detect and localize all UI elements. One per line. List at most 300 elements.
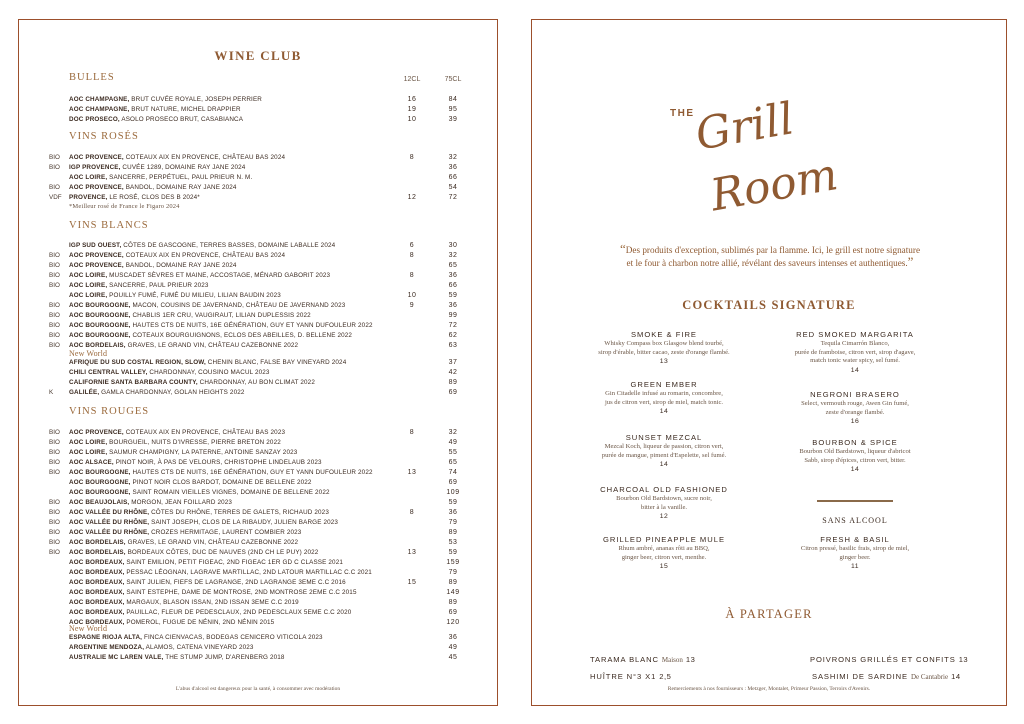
cocktail-description: Rhum ambré, ananas rôti au BBQ,: [618, 545, 710, 552]
price-12cl: 9: [409, 302, 415, 309]
wine-label: BIO: [49, 539, 60, 546]
price-75cl: 59: [448, 292, 458, 299]
wine-row: [19, 568, 499, 578]
cocktail-item: [574, 535, 754, 572]
price-12cl: 13: [407, 469, 417, 476]
wine-appellation: IGP PROVENCE,: [69, 164, 121, 171]
wine-appellation: AOC LOIRE,: [69, 282, 108, 289]
wine-appellation: AOC CHAMPAGNE,: [69, 106, 130, 113]
wine-appellation: AOC BORDEAUX,: [69, 609, 125, 616]
price-75cl: 63: [448, 342, 458, 349]
wine-appellation: AOC BEAUJOLAIS,: [69, 499, 130, 506]
wine-name: AOC PROVENCE, BANDOL, DOMAINE RAY JANE 2024: [69, 184, 237, 191]
price-12cl: 15: [407, 579, 417, 586]
cocktail-name: CHARCOAL OLD FASHIONED: [600, 485, 728, 494]
cocktail-description: match tonic water spicy, sel fumé.: [810, 357, 900, 364]
cocktail-description: Citron pressé, basilic frais, sirop de miel,: [800, 545, 910, 552]
wine-appellation: AOC LOIRE,: [69, 449, 108, 456]
wine-label: BIO: [49, 519, 60, 526]
wine-row: [19, 291, 499, 301]
wine-label: K: [49, 389, 54, 396]
price-75cl: 49: [448, 644, 458, 651]
wine-name: AOC BOURGOGNE, PINOT NOIR CLOS BARDOT, DOMAINE DE BELLENE 2022: [69, 479, 312, 486]
price-12cl: 8: [409, 429, 415, 436]
price-12cl: 6: [409, 242, 415, 249]
logo-the-text: THE: [670, 108, 695, 119]
wine-label: BIO: [49, 262, 60, 269]
price-75cl: 36: [448, 634, 458, 641]
wine-row: [19, 653, 499, 663]
wine-name: CHILI CENTRAL VALLEY, CHARDONNAY, COUSINO MACUL 2023: [69, 369, 270, 376]
share-name: POIVRONS GRILLÉS ET CONFITS: [810, 655, 956, 664]
share-name: TARAMA BLANC: [590, 655, 659, 664]
wine-row: [19, 508, 499, 518]
price-75cl: 69: [448, 609, 458, 616]
wine-appellation: AOC BOURGOGNE,: [69, 479, 131, 486]
cocktail-price: 11: [850, 563, 860, 570]
price-75cl: 89: [448, 579, 458, 586]
wine-name: AOC CHAMPAGNE, BRUT CUVÉE ROYALE, JOSEPH PERRIER: [69, 96, 262, 103]
wine-row: [19, 468, 499, 478]
cocktail-description: ginger beer.: [839, 553, 871, 561]
cocktails-title: COCKTAILS SIGNATURE: [682, 298, 856, 312]
wine-name: AOC BOURGOGNE, HAUTES CTS DE NUITS, 16E GÉNÉRATION, GUY ET YANN DUFOULEUR 2022: [69, 469, 373, 476]
price-75cl: 89: [448, 529, 458, 536]
wine-row: [19, 518, 499, 528]
wine-row: [19, 448, 499, 458]
quote-line-1: Des produits d'exception, sublimés par la flamme. Ici, le grill est notre signature: [625, 245, 921, 255]
wine-row: [19, 153, 499, 163]
cocktail-item: [765, 390, 945, 427]
logo-room-text: Room: [706, 149, 842, 222]
wine-appellation: AOC PROVENCE,: [69, 154, 124, 161]
price-12cl: 8: [409, 509, 415, 516]
wine-name: AOC LOIRE, BOURGUEIL, NUITS D'IVRESSE, PIERRE BRETON 2022: [69, 439, 281, 446]
wine-appellation: GALILÉE,: [69, 389, 100, 396]
wine-name: AOC LOIRE, MUSCADET SÈVRES ET MAINE, ACCOSTAGE, MÉNARD GABORIT 2023: [69, 272, 331, 279]
wine-row: [19, 331, 499, 341]
wine-appellation: ARGENTINE MENDOZA,: [69, 644, 145, 651]
wine-label: BIO: [49, 272, 60, 279]
wine-appellation: AOC LOIRE,: [69, 439, 108, 446]
section-roses: VINS ROSÉS: [69, 131, 139, 142]
wine-appellation: AUSTRALIE MC LAREN VALE,: [69, 654, 164, 661]
wine-name: IGP SUD OUEST, CÔTES DE GASCOGNE, TERRES BASSES, DOMAINE LABALLE 2024: [69, 242, 336, 249]
price-12cl: 19: [407, 106, 417, 113]
price-12cl: 8: [409, 154, 415, 161]
wine-appellation: AOC BORDEAUX,: [69, 619, 125, 626]
price-75cl: 49: [448, 439, 458, 446]
wine-name: AOC PROVENCE, BANDOL, DOMAINE RAY JANE 2024: [69, 262, 237, 269]
quote-line-2: et le four à charbon notre allié, révélant des saveurs intenses et authentiques.: [626, 258, 908, 268]
wine-name: IGP PROVENCE, CUVÉE 1289, DOMAINE RAY JANE 2024: [69, 164, 246, 171]
price-75cl: 109: [446, 489, 460, 496]
cocktail-name: GRILLED PINEAPPLE MULE: [602, 535, 726, 544]
roses-footnote: [19, 202, 499, 212]
wine-label: BIO: [49, 449, 60, 456]
share-item: [590, 655, 695, 664]
wine-name: AOC LOIRE, POUILLY FUMÉ, FUMÉ DU MILIEU, LILIAN BAUDIN 2023: [69, 292, 281, 299]
price-75cl: 30: [448, 242, 458, 249]
price-75cl: 89: [448, 379, 458, 386]
partager-title: À PARTAGER: [725, 607, 813, 621]
share-price: 13: [685, 655, 696, 664]
wine-club-title: WINE CLUB: [214, 48, 302, 63]
cocktail-description: Gin Citadelle infusé au romarin, concombre,: [605, 390, 723, 397]
alcohol-warning: L'abus d'alcool est dangereux pour la santé, à consommer avec modération: [175, 686, 341, 692]
wine-appellation: AOC PROVENCE,: [69, 184, 124, 191]
wine-appellation: CALIFORNIE SANTA BARBARA COUNTY,: [69, 379, 198, 386]
wine-label: BIO: [49, 154, 60, 161]
cocktail-name: SMOKE & FIRE: [630, 330, 697, 339]
cocktail-price: 12: [659, 513, 669, 520]
wine-row: [19, 183, 499, 193]
price-75cl: 95: [448, 106, 458, 113]
wine-appellation: AOC BORDELAIS,: [69, 539, 126, 546]
wine-name: AOC BORDELAIS, BORDEAUX CÔTES, DUC DE NAUVES (2ND CH LE PUY) 2022: [69, 549, 319, 556]
cocktail-description: Mezcal Koch, liqueur de passion, citron vert,: [604, 443, 724, 450]
wine-row: [19, 388, 499, 398]
wine-name: ESPAGNE RIOJA ALTA, FINCA CIENVACAS, BODEGAS CENICERO VITICOLA 2023: [69, 634, 323, 641]
price-75cl: 79: [448, 569, 458, 576]
wine-row: [19, 241, 499, 251]
share-price: 14: [951, 672, 961, 681]
price-75cl: 89: [448, 599, 458, 606]
wine-row: [19, 95, 499, 105]
wine-appellation: AOC BOURGOGNE,: [69, 322, 131, 329]
wine-appellation: DOC PROSECO,: [69, 116, 120, 123]
price-75cl: 42: [448, 369, 458, 376]
cocktail-name: GREEN EMBER: [630, 380, 698, 389]
wine-appellation: AOC BORDEAUX,: [69, 579, 125, 586]
cocktail-item: [574, 380, 754, 417]
wine-appellation: CHILI CENTRAL VALLEY,: [69, 369, 148, 376]
price-75cl: 32: [448, 154, 458, 161]
wine-appellation: AOC BORDEAUX,: [69, 589, 125, 596]
price-12cl: 10: [407, 116, 417, 123]
cocktail-price: 14: [659, 408, 669, 415]
wine-row: [19, 498, 499, 508]
wine-row: [19, 528, 499, 538]
new-world-heading-rouges-text: New World: [69, 624, 108, 633]
cocktail-price: 16: [850, 418, 860, 425]
wine-name: AOC LOIRE, SANCERRE, PAUL PRIEUR 2023: [69, 282, 209, 289]
price-75cl: 37: [448, 359, 458, 366]
wine-appellation: AOC CHAMPAGNE,: [69, 96, 130, 103]
cocktail-description: Sabb, sirop d'épices, citron vert, bitter.: [804, 456, 906, 464]
wine-row: [19, 301, 499, 311]
wine-appellation: AOC VALLÉE DU RHÔNE,: [69, 519, 150, 526]
cocktail-description: jus de citron vert, sirop de miel, match tonic.: [604, 398, 724, 406]
wine-name: GALILÉE, GAMLA CHARDONNAY, GOLAN HEIGHTS 2022: [69, 389, 245, 396]
wine-row: [19, 321, 499, 331]
quote-close-mark: ”: [907, 254, 914, 269]
new-world-heading-blancs-text: New World: [69, 349, 108, 358]
wine-name: AOC CHAMPAGNE, BRUT NATURE, MICHEL DRAPPIER: [69, 106, 241, 113]
share-detail: De Cantabrie: [910, 673, 949, 681]
wine-row: [19, 633, 499, 643]
wine-label: BIO: [49, 332, 60, 339]
cocktail-description: Select, vermouth rouge, Awen Gin fumé,: [801, 400, 909, 407]
share-price: 13: [958, 655, 969, 664]
price-75cl: 39: [448, 116, 458, 123]
wine-row: [19, 368, 499, 378]
price-75cl: 66: [448, 282, 458, 289]
wine-name: ARGENTINE MENDOZA, ALAMOS, CATENA VINEYARD 2023: [69, 644, 254, 651]
cocktail-description: Whisky Compass box Glasgow blend tourbé,: [604, 340, 724, 347]
wine-label: BIO: [49, 429, 60, 436]
cocktail-description: ginger beer, citron vert, menthe.: [621, 553, 707, 561]
wine-appellation: AOC LOIRE,: [69, 292, 108, 299]
wine-appellation: AOC VALLÉE DU RHÔNE,: [69, 529, 150, 536]
cocktail-name: BOURBON & SPICE: [812, 438, 898, 447]
wine-name: AOC VALLÉE DU RHÔNE, CÔTES DU RHÔNE, TERRES DE GALETS, RICHAUD 2023: [69, 509, 329, 516]
cocktail-item: [765, 438, 945, 475]
section-bulles: BULLES: [69, 72, 115, 83]
wine-label: BIO: [49, 459, 60, 466]
wine-name: AOC BORDEAUX, PAUILLAC, FLEUR DE PEDESCLAUX, 2ND PEDESCLAUX 5EME C.C 2020: [69, 609, 352, 616]
price-12cl: 8: [409, 272, 415, 279]
price-75cl: 54: [448, 184, 458, 191]
wine-appellation: AOC ALSACE,: [69, 459, 114, 466]
wine-name: AOC PROVENCE, COTEAUX AIX EN PROVENCE, CHÂTEAU BAS 2024: [69, 252, 286, 259]
wine-label: BIO: [49, 282, 60, 289]
wine-name: AOC BORDEAUX, MARGAUX, BLASON ISSAN, 2ND ISSAN 3EME C.C 2019: [69, 599, 299, 606]
price-75cl: 36: [448, 302, 458, 309]
share-item: [590, 672, 671, 681]
price-75cl: 69: [448, 389, 458, 396]
wine-appellation: AOC PROVENCE,: [69, 429, 124, 436]
wine-row: [19, 163, 499, 173]
wine-name: AOC BORDEAUX, PESSAC LÉOGNAN, LAGRAVE MARTILLAC, 2ND LATOUR MARTILLAC C.C 2021: [69, 569, 372, 576]
wine-row: [19, 115, 499, 125]
wine-label: BIO: [49, 164, 60, 171]
roses-footnote-text: *Meilleur rosé de France le Figaro 2024: [69, 203, 180, 210]
wine-name: AOC BORDEAUX, SAINT JULIEN, FIEFS DE LAGRANGE, 2ND LAGRANGE 3EME C.C 2016: [69, 579, 346, 586]
share-price: 2,5: [659, 672, 672, 681]
wine-name: AOC ALSACE, PINOT NOIR, À PAS DE VELOURS, CHRISTOPHE LINDELAUB 2023: [69, 459, 322, 466]
wine-row: [19, 458, 499, 468]
cocktail-name: SUNSET MEZCAL: [625, 433, 703, 442]
wine-name: AOC PROVENCE, COTEAUX AIX EN PROVENCE, CHÂTEAU BAS 2024: [69, 154, 286, 161]
price-75cl: 69: [448, 479, 458, 486]
cocktail-name: FRESH & BASIL: [820, 535, 890, 544]
price-75cl: 32: [448, 429, 458, 436]
grill-room-logo: [670, 86, 842, 226]
price-75cl: 36: [448, 272, 458, 279]
wine-name: AOC BORDEAUX, SAINT ESTEPHE, DAME DE MONTROSE, 2ND MONTROSE 2EME C.C 2015: [69, 589, 357, 596]
wine-appellation: AOC BORDELAIS,: [69, 549, 126, 556]
wine-label: BIO: [49, 509, 60, 516]
price-75cl: 72: [448, 322, 458, 329]
wine-row: [19, 643, 499, 653]
cocktail-item: [765, 535, 945, 572]
section-blancs: VINS BLANCS: [69, 220, 149, 231]
wine-name: AOC VALLÉE DU RHÔNE, SAINT JOSEPH, CLOS DE LA RIBAUDY, JULIEN BARGE 2023: [69, 519, 339, 526]
wine-name: AOC PROVENCE, COTEAUX AIX EN PROVENCE, CHÂTEAU BAS 2023: [69, 429, 286, 436]
wine-label: BIO: [49, 499, 60, 506]
wine-name: AOC BORDEAUX, POMEROL, FUGUE DE NÉNIN, 2ND NÉNIN 2015: [69, 619, 275, 626]
price-75cl: 65: [448, 262, 458, 269]
wine-appellation: AOC BORDEAUX,: [69, 599, 125, 606]
price-12cl: 10: [407, 292, 417, 299]
wine-row: [19, 538, 499, 548]
price-75cl: 149: [446, 589, 460, 596]
cocktail-item: [765, 330, 945, 376]
wine-label: BIO: [49, 342, 60, 349]
wine-appellation: IGP SUD OUEST,: [69, 242, 122, 249]
wine-appellation: AFRIQUE DU SUD COSTAL REGION, SLOW,: [69, 359, 206, 366]
wine-name: AOC BOURGOGNE, SAINT ROMAIN VIEILLES VIGNES, DOMAINE DE BELLENE 2022: [69, 489, 330, 496]
cocktail-price: 14: [850, 366, 860, 374]
cocktail-description: purée de mangue, piment d'Espelette, sel fumé.: [601, 451, 727, 459]
wine-name: DOC PROSECO, ASOLO PROSECO BRUT, CASABIANCA: [69, 116, 244, 123]
price-75cl: 120: [446, 619, 460, 626]
wine-name: AOC BOURGOGNE, COTEAUX BOURGUIGNONS, ECLOS DES ABEILLES, D. BELLENE 2022: [69, 332, 353, 339]
cocktail-item: [574, 330, 754, 367]
wine-row: [19, 558, 499, 568]
wine-menu-panel: [18, 19, 498, 706]
wine-row: [19, 588, 499, 598]
wine-row: [19, 378, 499, 388]
wine-appellation: AOC PROVENCE,: [69, 252, 124, 259]
quote-open-mark: “: [619, 241, 626, 256]
wine-row: [19, 105, 499, 115]
wine-appellation: AOC BOURGOGNE,: [69, 489, 131, 496]
price-75cl: 159: [446, 559, 460, 566]
wine-row: [19, 478, 499, 488]
price-75cl: 72: [448, 194, 458, 201]
wine-label: BIO: [49, 469, 60, 476]
wine-name: AUSTRALIE MC LAREN VALE, THE STUMP JUMP, D'ARENBERG 2018: [69, 654, 285, 661]
wine-row: [19, 358, 499, 368]
price-12cl: 16: [407, 96, 417, 103]
wine-appellation: ESPAGNE RIOJA ALTA,: [69, 634, 143, 641]
wine-name: AOC BEAUJOLAIS, MORGON, JEAN FOILLARD 2023: [69, 499, 233, 506]
price-75cl: 36: [448, 164, 458, 171]
cocktail-description: zeste d'orange flambé.: [825, 408, 885, 416]
price-12cl: 12: [407, 194, 417, 201]
wine-label: BIO: [49, 549, 60, 556]
wine-appellation: AOC PROVENCE,: [69, 262, 124, 269]
wine-appellation: AOC BORDELAIS,: [69, 342, 126, 349]
cocktail-price: 13: [659, 358, 669, 365]
wine-appellation: AOC BOURGOGNE,: [69, 469, 131, 476]
wine-row: [19, 438, 499, 448]
wine-name: AOC BORDELAIS, GRAVES, LE GRAND VIN, CHÂTEAU CAZEBONNE 2022: [69, 539, 299, 546]
share-item: [812, 672, 961, 681]
price-75cl: 84: [448, 96, 458, 103]
restaurant-quote: [562, 243, 978, 269]
wine-label: BIO: [49, 529, 60, 536]
wine-row: [19, 311, 499, 321]
cocktail-name: NEGRONI BRASERO: [810, 390, 900, 399]
wine-appellation: AOC BOURGOGNE,: [69, 302, 131, 309]
divider-line: [817, 500, 893, 502]
price-75cl: 74: [448, 469, 458, 476]
wine-name: PROVENCE, LE ROSÉ, CLOS DES B 2024*: [69, 194, 200, 201]
price-75cl: 59: [448, 549, 458, 556]
wine-appellation: AOC BOURGOGNE,: [69, 312, 131, 319]
wine-label: BIO: [49, 302, 60, 309]
wine-row: [19, 281, 499, 291]
wine-row: [19, 251, 499, 261]
wine-row: [19, 261, 499, 271]
wine-name: AOC BOURGOGNE, CHABLIS 1ER CRU, VAUGIRAUT, LILIAN DUPLESSIS 2022: [69, 312, 311, 319]
cocktail-price: 14: [659, 461, 669, 468]
price-75cl: 65: [448, 459, 458, 466]
sans-alcool-heading: SANS ALCOOL: [822, 516, 888, 525]
wine-row: [19, 488, 499, 498]
wine-appellation: AOC BORDEAUX,: [69, 569, 125, 576]
price-75cl: 62: [448, 332, 458, 339]
price-75cl: 45: [448, 654, 458, 661]
wine-name: AOC LOIRE, SAUMUR CHAMPIGNY, LA PATERNE, ANTOINE SANZAY 2023: [69, 449, 298, 456]
wine-label: BIO: [49, 184, 60, 191]
wine-label: BIO: [49, 312, 60, 319]
wine-label: BIO: [49, 252, 60, 259]
wine-row: [19, 578, 499, 588]
wine-name: AOC BORDEAUX, SAINT EMILION, PETIT FIGEAC, 2ND FIGEAC 1ER GD C CLASSE 2021: [69, 559, 344, 566]
col-header-12cl: 12CL: [403, 76, 421, 83]
wine-label: VDF: [49, 194, 62, 201]
wine-appellation: AOC LOIRE,: [69, 174, 108, 181]
price-75cl: 36: [448, 509, 458, 516]
wine-label: BIO: [49, 322, 60, 329]
price-75cl: 53: [448, 539, 458, 546]
wine-name: AOC VALLÉE DU RHÔNE, CROZES HERMITAGE, LAURENT COMBIER 2023: [69, 529, 302, 536]
cocktail-description: purée de framboise, citron vert, sirop d'agave,: [794, 348, 916, 356]
cocktail-name: RED SMOKED MARGARITA: [796, 330, 914, 339]
grill-menu-panel: [531, 19, 1007, 706]
price-12cl: 8: [409, 252, 415, 259]
wine-name: CALIFORNIE SANTA BARBARA COUNTY, CHARDONNAY, AU BON CLIMAT 2022: [69, 379, 315, 386]
suppliers-thanks: Remerciements à nos fournisseurs : Metzger, Montalet, Primeur Passion, Terroirs d'Avenirs.: [667, 686, 871, 692]
price-12cl: 13: [407, 549, 417, 556]
wine-row: [19, 598, 499, 608]
wine-name: AOC BOURGOGNE, HAUTES CTS DE NUITS, 16E GÉNÉRATION, GUY ET YANN DUFOULEUR 2022: [69, 322, 373, 329]
price-75cl: 99: [448, 312, 458, 319]
wine-name: AOC BOURGOGNE, MACON, COUSINS DE JAVERNAND, CHÂTEAU DE JAVERNAND 2023: [69, 302, 346, 309]
col-header-75cl: 75CL: [444, 76, 462, 83]
wine-appellation: PROVENCE,: [69, 194, 108, 201]
wine-row: [19, 608, 499, 618]
wine-row: [19, 548, 499, 558]
price-75cl: 66: [448, 174, 458, 181]
wine-name: AFRIQUE DU SUD COSTAL REGION, SLOW, CHENIN BLANC, FALSE BAY VINEYARD 2024: [69, 359, 347, 366]
wine-row: [19, 173, 499, 183]
cocktail-item: [574, 485, 754, 522]
price-75cl: 32: [448, 252, 458, 259]
share-item: [810, 655, 968, 664]
price-75cl: 55: [448, 449, 458, 456]
share-detail: Maison: [661, 656, 683, 664]
wine-appellation: AOC VALLÉE DU RHÔNE,: [69, 509, 150, 516]
wine-label: BIO: [49, 439, 60, 446]
cocktail-description: bitter à la vanille.: [640, 503, 688, 511]
wine-appellation: AOC LOIRE,: [69, 272, 108, 279]
section-rouges: VINS ROUGES: [69, 406, 150, 417]
price-75cl: 79: [448, 519, 458, 526]
price-75cl: 59: [448, 499, 458, 506]
cocktail-description: Bourbon Old Bardstown, sucre noir,: [616, 495, 712, 502]
cocktail-item: [574, 433, 754, 470]
wine-appellation: AOC BOURGOGNE,: [69, 332, 131, 339]
cocktail-description: sirop d'érable, bitter cacao, zeste d'orange flambé.: [598, 348, 730, 356]
wine-appellation: AOC BORDEAUX,: [69, 559, 125, 566]
wine-name: AOC BORDELAIS, GRAVES, LE GRAND VIN, CHÂTEAU CAZEBONNE 2022: [69, 342, 299, 349]
logo-grill-text: Grill: [691, 93, 798, 161]
